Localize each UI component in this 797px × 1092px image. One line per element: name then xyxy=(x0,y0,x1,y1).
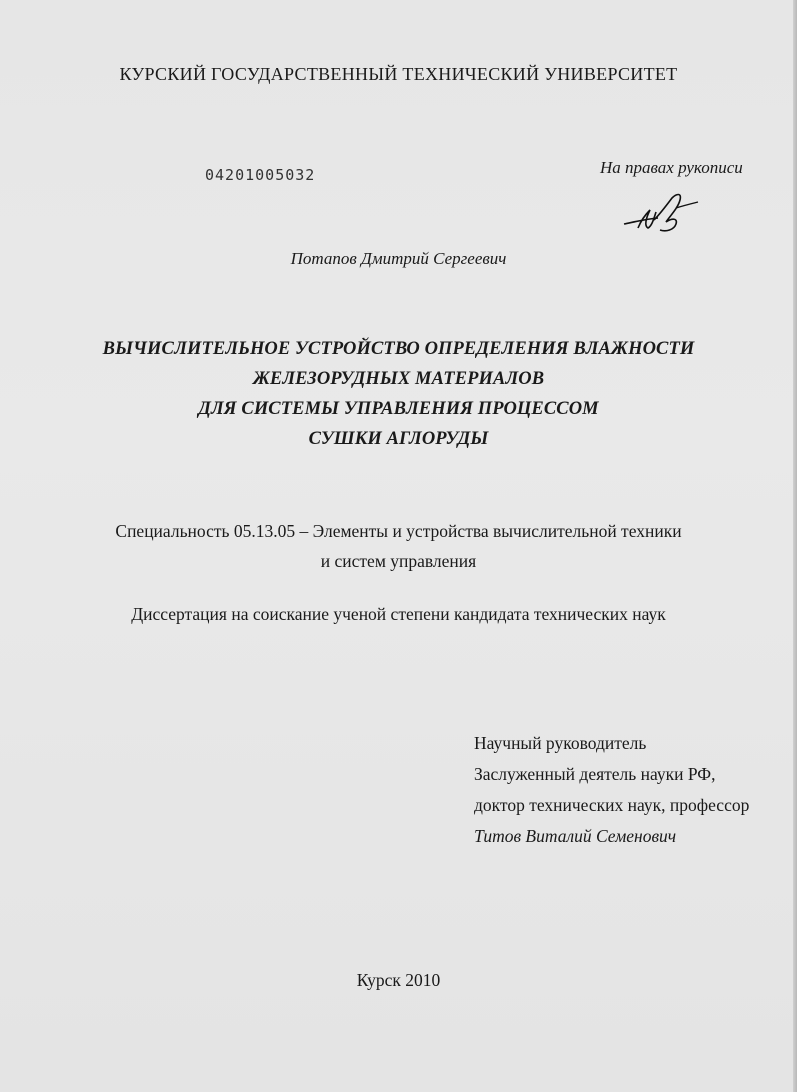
supervisor-title: Заслуженный деятель науки РФ, xyxy=(474,764,716,784)
specialty-line: Специальность 05.13.05 – Элементы и устройства вычислительной техники xyxy=(115,521,682,541)
handwritten-signature xyxy=(620,188,710,238)
dissertation-title xyxy=(60,334,737,454)
specialty-block xyxy=(40,516,757,576)
manuscript-rights-note: На правах рукописи xyxy=(600,158,743,177)
supervisor-name: Титов Виталий Семенович xyxy=(474,826,677,846)
title-line: ЖЕЛЕЗОРУДНЫХ МАТЕРИАЛОВ xyxy=(252,369,545,389)
title-line: ДЛЯ СИСТЕМЫ УПРАВЛЕНИЯ ПРОЦЕССОМ xyxy=(198,399,599,419)
city-year: Курск 2010 xyxy=(356,970,441,990)
title-line: ВЫЧИСЛИТЕЛЬНОЕ УСТРОЙСТВО ОПРЕДЕЛЕНИЯ ВЛАЖНОСТИ xyxy=(102,339,695,359)
specialty-line: и систем управления xyxy=(320,551,477,571)
title-line: СУШКИ АГЛОРУДЫ xyxy=(308,429,489,449)
supervisor-block xyxy=(474,728,749,852)
degree-statement: Диссертация на соискание ученой степени кандидата технических наук xyxy=(131,604,666,624)
author-name: Потапов Дмитрий Сергеевич xyxy=(290,249,507,268)
university-name: КУРСКИЙ ГОСУДАРСТВЕННЫЙ ТЕХНИЧЕСКИЙ УНИВЕРСИТЕТ xyxy=(119,64,678,84)
catalog-number: 04201005032 xyxy=(205,166,316,184)
supervisor-title: доктор технических наук, профессор xyxy=(474,795,750,815)
page-edge xyxy=(793,0,797,1092)
supervisor-role: Научный руководитель xyxy=(474,733,647,753)
